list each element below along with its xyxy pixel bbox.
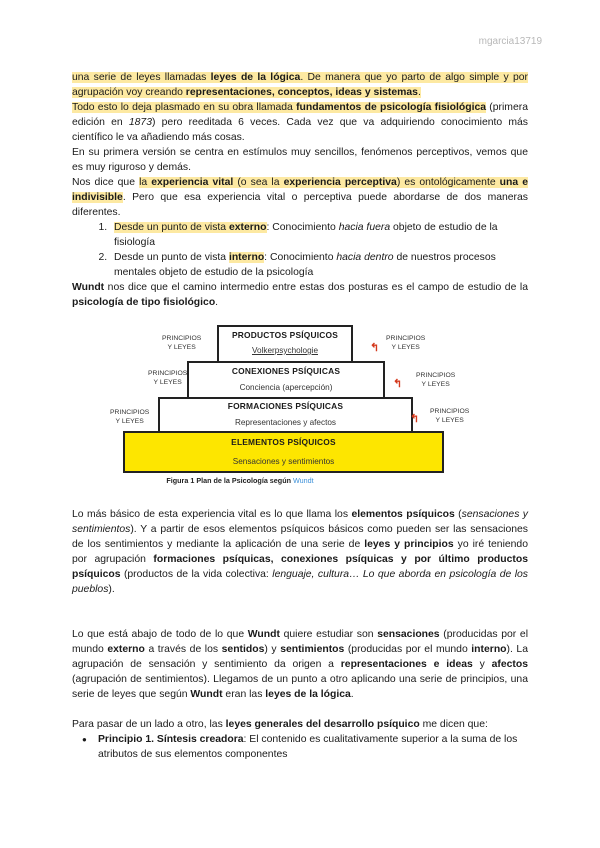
level-conexiones: CONEXIONES PSÍQUICAS Conciencia (apercepción) bbox=[187, 361, 385, 399]
paragraph: Wundt nos dice que el camino intermedio entre estas dos posturas es el campo de estudio de la psicología de tipo fisiológico. bbox=[72, 282, 528, 308]
principios-label: PRINCIPIOS Y LEYES bbox=[386, 335, 426, 351]
paragraph: Para pasar de un lado a otro, las leyes generales del desarrollo psíquico me dicen que: bbox=[72, 719, 488, 730]
paragraph: Lo más básico de esta experiencia vital es lo que llama los elementos psíquicos (sensaciones y sentimientos). Y a partir de esos elementos psíquicos básicos como pueden ser las sensaciones de los sentimientos y mediante la aplicación de una serie de leyes y principios yo iré teniendo por agrupación formaciones psíquicas, conexiones psíquicas y por último productos psíquicos (productos de la vida colectiva: lenguaje, cultura… Lo que aborda en psicología de los pueblos). bbox=[72, 509, 528, 595]
principios-label: PRINCIPIOS Y LEYES bbox=[162, 335, 202, 351]
paragraph: Lo que está abajo de todo de lo que Wundt quiere estudiar son sensaciones (producidas por el mundo externo a través de los sentidos) y sentimientos (producidas por el mundo interno). La agrupación de sensación y sentimiento da origen a representaciones e ideas y afectos (agrupación de sentimientos). Llegamos de un punto a otro aplicando una serie de principios, una serie de leyes que según Wundt eran las leyes de la lógica. bbox=[72, 629, 529, 700]
principios-label: PRINCIPIOS Y LEYES bbox=[148, 370, 188, 386]
arrow-icon: ↰ bbox=[410, 413, 420, 425]
paragraph: En su primera versión se centra en estímulos muy sencillos, fenómenos perceptivos, vemos que es muy riguroso y demás. bbox=[72, 147, 528, 173]
level-productos: PRODUCTOS PSÍQUICOS Volkerpsychologie bbox=[217, 325, 353, 363]
paragraph: Todo esto lo deja plasmado en su obra llamada fundamentos de psicología fisiológica (primera edición en 1873) pero reeditada 6 veces. Cada vez que va adquiriendo conocimiento más científico le va añadiendo más cosas. bbox=[72, 102, 528, 143]
arrow-icon: ↰ bbox=[370, 342, 380, 354]
level-formaciones: FORMACIONES PSÍQUICAS Representaciones y afectos bbox=[158, 397, 413, 433]
watermark: mgarcia13719 bbox=[478, 36, 542, 47]
list-item: ● Principio 1. Síntesis creadora: El contenido es cualitativamente superior a la suma de los atributos de sus elementos componentes bbox=[98, 732, 528, 762]
principios-label: PRINCIPIOS Y LEYES bbox=[416, 372, 456, 388]
paragraph: una serie de leyes llamadas leyes de la lógica. De manera que yo parto de algo simple y por agrupación voy creando representaciones, conceptos, ideas y sistemas. bbox=[72, 72, 528, 98]
principios-label: PRINCIPIOS Y LEYES bbox=[110, 409, 150, 425]
principios-label: PRINCIPIOS Y LEYES bbox=[430, 408, 470, 424]
wundt-pyramid-figure bbox=[110, 323, 480, 488]
arrow-icon: ↰ bbox=[393, 378, 403, 390]
figure-caption: Figura 1 Plan de la Psicología según Wundt bbox=[166, 476, 314, 485]
list-item: 1. Desde un punto de vista externo: Conocimiento hacia fuera objeto de estudio de la fisiología bbox=[110, 220, 528, 250]
paragraph: Nos dice que la experiencia vital (o sea la experiencia perceptiva) es ontológicamente una e indivisible. Pero que esa experiencia vital o perceptiva puede abordarse de dos maneras diferentes. bbox=[72, 177, 528, 218]
bullet-list bbox=[72, 732, 528, 762]
level-elementos: ELEMENTOS PSÍQUICOS Sensaciones y sentimientos bbox=[123, 431, 444, 473]
list-item: 2. Desde un punto de vista interno: Conocimiento hacia dentro de nuestros procesos mentales objeto de estudio de la psicología bbox=[110, 250, 528, 280]
numbered-list bbox=[72, 220, 528, 280]
